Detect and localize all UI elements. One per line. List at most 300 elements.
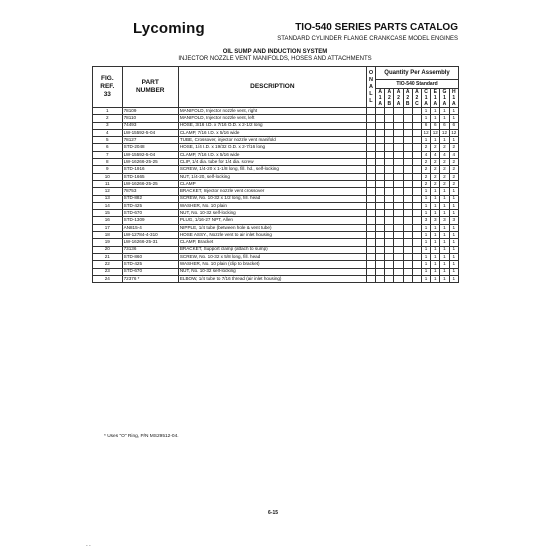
- quantity-cell: [403, 166, 412, 173]
- quantity-cell: 1: [440, 232, 449, 239]
- quantity-per-assembly-header: Quantity Per Assembly: [376, 67, 459, 80]
- quantity-cell: 6: [449, 122, 458, 129]
- quantity-cell: [394, 159, 403, 166]
- quantity-cell: [385, 188, 394, 195]
- catalog-subtitle: STANDARD CYLINDER FLANGE CRANKCASE MODEL ENGINES: [277, 36, 458, 42]
- quantity-cell: [412, 261, 421, 268]
- quantity-cell: 2: [449, 166, 458, 173]
- quantity-cell: 12: [440, 129, 449, 136]
- quantity-cell: [376, 224, 385, 231]
- optional-cell: [366, 115, 375, 122]
- model-column-header: [421, 89, 430, 108]
- optional-cell: [366, 195, 375, 202]
- part-number-cell: STD-425: [122, 261, 178, 268]
- quantity-cell: 2: [440, 144, 449, 151]
- quantity-cell: 2: [449, 159, 458, 166]
- quantity-cell: 1: [421, 137, 430, 144]
- optional-cell: [366, 188, 375, 195]
- part-number-cell: 74493: [122, 122, 178, 129]
- quantity-cell: 1: [449, 188, 458, 195]
- quantity-cell: [394, 151, 403, 158]
- quantity-cell: [412, 151, 421, 158]
- quantity-cell: 2: [431, 173, 440, 180]
- quantity-cell: [376, 173, 385, 180]
- quantity-cell: 1: [440, 115, 449, 122]
- model-column-letter: B: [387, 101, 392, 107]
- description-cell: NUT, 1/4-20, self-locking: [178, 173, 366, 180]
- quantity-cell: [412, 210, 421, 217]
- quantity-cell: 1: [449, 232, 458, 239]
- quantity-cell: 1: [421, 195, 430, 202]
- quantity-cell: [385, 166, 394, 173]
- description-cell: SCREW, No. 10-32 x 5/8 long, fill. head: [178, 253, 366, 260]
- description-cell: BRACKET, Injector nozzle vent crossover: [178, 188, 366, 195]
- part-number-cell: LW-15592-5-04: [122, 129, 178, 136]
- quantity-cell: 2: [431, 159, 440, 166]
- quantity-cell: [376, 122, 385, 129]
- quantity-cell: [412, 268, 421, 275]
- quantity-cell: 1: [421, 188, 430, 195]
- page-number: 6-15: [268, 510, 279, 516]
- optional-cell: [366, 275, 375, 282]
- fig-ref-cell: 11: [93, 180, 123, 187]
- quantity-cell: [385, 122, 394, 129]
- quantity-cell: [385, 129, 394, 136]
- table-row: [93, 137, 459, 144]
- quantity-cell: [376, 137, 385, 144]
- optional-cell: [366, 137, 375, 144]
- table-row: [93, 108, 459, 115]
- model-column-header: [403, 89, 412, 108]
- optional-letter: L: [369, 97, 373, 104]
- catalog-title: TIO-540 SERIES PARTS CATALOG: [295, 22, 458, 33]
- model-column-letter: G: [442, 89, 447, 95]
- model-column-letter: A: [424, 101, 428, 107]
- quantity-cell: 1: [440, 202, 449, 209]
- table-row: [93, 232, 459, 239]
- quantity-cell: [385, 210, 394, 217]
- parts-table-body: [93, 108, 459, 283]
- model-column-header: [440, 89, 449, 108]
- quantity-cell: 1: [440, 253, 449, 260]
- quantity-cell: [376, 253, 385, 260]
- part-number-cell: STD-670: [122, 210, 178, 217]
- quantity-cell: [412, 246, 421, 253]
- optional-cell: [366, 246, 375, 253]
- quantity-cell: 4: [431, 151, 440, 158]
- part-number-cell: LW-15592-5-04: [122, 151, 178, 158]
- number-label: NUMBER: [135, 87, 165, 94]
- quantity-cell: 4: [449, 151, 458, 158]
- quantity-cell: [376, 246, 385, 253]
- model-column-letter: C: [424, 89, 428, 95]
- quantity-cell: [385, 261, 394, 268]
- description-cell: SCREW, No. 10-32 x 1/2 long, fill. head: [178, 195, 366, 202]
- quantity-cell: 1: [449, 275, 458, 282]
- quantity-cell: [412, 180, 421, 187]
- quantity-cell: [376, 129, 385, 136]
- quantity-cell: [376, 202, 385, 209]
- quantity-cell: 1: [449, 246, 458, 253]
- quantity-cell: 1: [440, 210, 449, 217]
- model-column-letter: A: [378, 101, 382, 107]
- part-number-cell: 78127: [122, 137, 178, 144]
- optional-cell: [366, 210, 375, 217]
- fig-ref-header: [93, 67, 123, 108]
- model-column-letter: 2: [397, 95, 400, 101]
- quantity-cell: 4: [440, 151, 449, 158]
- table-row: [93, 253, 459, 260]
- quantity-cell: 1: [421, 115, 430, 122]
- quantity-cell: 1: [431, 261, 440, 268]
- description-cell: CLAMP, 7/16 I.D. x 5/16 wide: [178, 129, 366, 136]
- optional-cell: [366, 202, 375, 209]
- quantity-cell: 1: [440, 224, 449, 231]
- fig-ref-cell: 22: [93, 261, 123, 268]
- quantity-cell: 1: [431, 232, 440, 239]
- optional-cell: [366, 232, 375, 239]
- quantity-cell: 2: [440, 180, 449, 187]
- part-number-cell: 78109: [122, 108, 178, 115]
- quantity-cell: [403, 122, 412, 129]
- model-column-header: [431, 89, 440, 108]
- quantity-cell: 3: [431, 217, 440, 224]
- part-number-cell: LW-16266-25-25: [122, 159, 178, 166]
- quantity-cell: 1: [421, 239, 430, 246]
- part-number-cell: LW-12784-4-310: [122, 232, 178, 239]
- quantity-cell: [412, 239, 421, 246]
- quantity-cell: [412, 253, 421, 260]
- quantity-cell: 1: [440, 239, 449, 246]
- quantity-cell: [385, 195, 394, 202]
- section-title: OIL SUMP AND INDUCTION SYSTEM: [222, 49, 328, 55]
- model-column-header: [449, 89, 458, 108]
- quantity-cell: 1: [431, 239, 440, 246]
- fig-ref-cell: 5: [93, 137, 123, 144]
- table-row: [93, 210, 459, 217]
- quantity-cell: 1: [449, 210, 458, 217]
- quantity-cell: [403, 144, 412, 151]
- fig-ref-cell: 3: [93, 122, 123, 129]
- quantity-cell: [394, 144, 403, 151]
- part-number-header: [122, 67, 178, 108]
- description-cell: BRACKET, Support clamp (attach to sump): [178, 246, 366, 253]
- description-cell: MANIFOLD, Injector nozzle vent, right: [178, 108, 366, 115]
- quantity-cell: 1: [431, 188, 440, 195]
- quantity-cell: 1: [440, 108, 449, 115]
- quantity-cell: 1: [440, 246, 449, 253]
- fig-ref-cell: 23: [93, 268, 123, 275]
- model-column-header: [394, 89, 403, 108]
- quantity-cell: [376, 151, 385, 158]
- quantity-cell: [403, 159, 412, 166]
- quantity-cell: [385, 202, 394, 209]
- quantity-cell: [412, 122, 421, 129]
- quantity-cell: 6: [431, 122, 440, 129]
- quantity-cell: 2: [421, 144, 430, 151]
- model-group-header: TIO-540 Standard: [376, 80, 459, 89]
- model-column-letter: A: [387, 89, 392, 95]
- quantity-cell: [394, 268, 403, 275]
- part-number-cell: STD-1665: [122, 173, 178, 180]
- fig-ref-cell: 24: [93, 275, 123, 282]
- quantity-cell: [385, 232, 394, 239]
- quantity-cell: [394, 217, 403, 224]
- quantity-cell: 2: [431, 180, 440, 187]
- quantity-cell: [385, 224, 394, 231]
- optional-cell: [366, 122, 375, 129]
- quantity-cell: [412, 166, 421, 173]
- quantity-cell: 1: [449, 137, 458, 144]
- quantity-cell: [403, 180, 412, 187]
- quantity-cell: 1: [431, 108, 440, 115]
- quantity-cell: [412, 224, 421, 231]
- quantity-cell: [385, 173, 394, 180]
- optional-cell: [366, 180, 375, 187]
- quantity-cell: [394, 137, 403, 144]
- fig-ref-cell: 13: [93, 195, 123, 202]
- quantity-cell: 1: [449, 108, 458, 115]
- quantity-cell: [376, 232, 385, 239]
- model-column-header: [412, 89, 421, 108]
- quantity-cell: [376, 217, 385, 224]
- model-column-letter: A: [451, 101, 456, 107]
- quantity-cell: [394, 173, 403, 180]
- fig-ref-cell: 10: [93, 173, 123, 180]
- quantity-cell: [376, 115, 385, 122]
- optional-letter: A: [368, 83, 373, 90]
- model-column-letter: 1: [433, 95, 437, 101]
- quantity-cell: [403, 275, 412, 282]
- description-cell: CLAMP: [178, 180, 366, 187]
- part-number-cell: 72376 *: [122, 275, 178, 282]
- quantity-cell: [394, 239, 403, 246]
- quantity-cell: [376, 180, 385, 187]
- quantity-cell: 2: [421, 180, 430, 187]
- quantity-cell: [403, 108, 412, 115]
- description-cell: HOSE, 3/16 I.D. x 7/16 O.D. x 2-1/2 long: [178, 122, 366, 129]
- quantity-cell: [412, 115, 421, 122]
- part-label: PART: [141, 79, 159, 86]
- quantity-cell: 4: [421, 151, 430, 158]
- quantity-cell: 1: [440, 268, 449, 275]
- ref-label: REF.: [100, 83, 115, 90]
- quantity-cell: [385, 239, 394, 246]
- optional-letter: N: [368, 76, 373, 83]
- quantity-cell: 3: [440, 217, 449, 224]
- table-row: [93, 239, 459, 246]
- quantity-cell: 1: [431, 253, 440, 260]
- quantity-cell: 2: [449, 173, 458, 180]
- quantity-cell: [412, 275, 421, 282]
- table-row: [93, 180, 459, 187]
- model-column-letter: A: [433, 101, 438, 107]
- corner-mark: - -: [86, 543, 91, 549]
- model-column-letter: A: [378, 89, 382, 95]
- quantity-cell: [394, 108, 403, 115]
- quantity-cell: [403, 188, 412, 195]
- quantity-cell: [394, 261, 403, 268]
- fig-ref-cell: 6: [93, 144, 123, 151]
- quantity-cell: 2: [421, 173, 430, 180]
- model-column-letter: B: [405, 101, 410, 107]
- table-row: [93, 159, 459, 166]
- quantity-cell: [412, 108, 421, 115]
- description-cell: SCREW, 1/4-20 x 1-1/8 long, fill. hd., self-locking: [178, 166, 366, 173]
- quantity-cell: 1: [431, 275, 440, 282]
- quantity-cell: [403, 268, 412, 275]
- optional-letter: O: [368, 69, 374, 76]
- quantity-cell: [385, 253, 394, 260]
- quantity-cell: [403, 129, 412, 136]
- fig-ref-cell: 15: [93, 210, 123, 217]
- quantity-cell: [394, 188, 403, 195]
- section-subtitle: INJECTOR NOZZLE VENT MANIFOLDS, HOSES AND ATTACHMENTS: [178, 56, 372, 62]
- model-column-letter: A: [415, 89, 419, 95]
- table-row: [93, 268, 459, 275]
- quantity-cell: 1: [421, 202, 430, 209]
- optional-cell: [366, 151, 375, 158]
- quantity-cell: 1: [431, 115, 440, 122]
- quantity-cell: [412, 137, 421, 144]
- model-column-letter: 1: [378, 95, 382, 101]
- quantity-cell: [394, 202, 403, 209]
- quantity-cell: [385, 137, 394, 144]
- quantity-cell: 2: [431, 166, 440, 173]
- quantity-cell: 2: [449, 180, 458, 187]
- fig-ref-cell: 19: [93, 239, 123, 246]
- quantity-cell: [394, 246, 403, 253]
- fig-ref-cell: 9: [93, 166, 123, 173]
- part-number-cell: STD-1309: [122, 217, 178, 224]
- quantity-cell: 1: [431, 268, 440, 275]
- optional-cell: [366, 268, 375, 275]
- description-cell: NUT, No. 10-32 self-locking: [178, 268, 366, 275]
- quantity-cell: 1: [431, 224, 440, 231]
- model-column-letter: 1: [443, 95, 446, 101]
- parts-table: [92, 66, 459, 283]
- model-column-letter: C: [415, 101, 419, 107]
- table-row: [93, 202, 459, 209]
- description-cell: WASHER, No. 10 plain: [178, 202, 366, 209]
- quantity-cell: [394, 195, 403, 202]
- fig-ref-cell: 20: [93, 246, 123, 253]
- quantity-cell: [403, 202, 412, 209]
- quantity-cell: [403, 173, 412, 180]
- model-column-header: [376, 89, 385, 108]
- quantity-cell: 1: [440, 275, 449, 282]
- quantity-cell: 1: [449, 224, 458, 231]
- quantity-cell: [394, 115, 403, 122]
- quantity-cell: 1: [431, 137, 440, 144]
- description-cell: HOSE ASSY., Nozzle vent to air inlet housing: [178, 232, 366, 239]
- quantity-cell: [385, 246, 394, 253]
- quantity-cell: 1: [431, 195, 440, 202]
- quantity-cell: [412, 217, 421, 224]
- description-cell: HOSE, 1/4 I.D. x 19/32 O.D. x 2-7/16 long: [178, 144, 366, 151]
- quantity-cell: 1: [440, 137, 449, 144]
- quantity-cell: 2: [421, 159, 430, 166]
- quantity-cell: [412, 173, 421, 180]
- fig-ref-cell: 4: [93, 129, 123, 136]
- table-row: [93, 188, 459, 195]
- quantity-cell: 12: [421, 129, 430, 136]
- quantity-cell: 1: [421, 268, 430, 275]
- part-number-cell: STD-425: [122, 202, 178, 209]
- description-cell: ELBOW, 1/4 tube to 7/16 thread (air inlet housing): [178, 275, 366, 282]
- quantity-cell: [403, 224, 412, 231]
- optional-letter: L: [369, 90, 373, 97]
- quantity-cell: 1: [449, 268, 458, 275]
- quantity-cell: [376, 144, 385, 151]
- quantity-cell: [376, 166, 385, 173]
- quantity-cell: 2: [421, 166, 430, 173]
- quantity-cell: 12: [449, 129, 458, 136]
- quantity-cell: [412, 129, 421, 136]
- model-column-letter: A: [396, 89, 401, 95]
- quantity-cell: [385, 144, 394, 151]
- fig-ref-cell: 18: [93, 232, 123, 239]
- quantity-cell: 1: [449, 261, 458, 268]
- quantity-cell: [376, 188, 385, 195]
- quantity-cell: 3: [421, 217, 430, 224]
- quantity-cell: 1: [449, 253, 458, 260]
- quantity-cell: [394, 210, 403, 217]
- quantity-cell: [403, 239, 412, 246]
- quantity-cell: [385, 180, 394, 187]
- quantity-cell: [412, 144, 421, 151]
- part-number-cell: AN815-4: [122, 224, 178, 231]
- quantity-cell: [376, 268, 385, 275]
- fig-ref-cell: 1: [93, 108, 123, 115]
- quantity-cell: 12: [431, 129, 440, 136]
- quantity-cell: [385, 115, 394, 122]
- quantity-cell: [394, 180, 403, 187]
- fig-ref-cell: 7: [93, 151, 123, 158]
- optional-cell: [366, 108, 375, 115]
- optional-cell: [366, 173, 375, 180]
- table-row: [93, 195, 459, 202]
- model-column-letter: 2: [406, 95, 410, 101]
- quantity-cell: [412, 202, 421, 209]
- quantity-cell: 1: [421, 253, 430, 260]
- description-cell: CLAMP, 7/16 I.D. x 5/16 wide: [178, 151, 366, 158]
- quantity-cell: [394, 122, 403, 129]
- fig-label: FIG.: [100, 75, 114, 82]
- model-column-letter: A: [396, 101, 401, 107]
- fig-ref-cell: 14: [93, 202, 123, 209]
- table-row: [93, 173, 459, 180]
- quantity-cell: 1: [421, 275, 430, 282]
- quantity-cell: 1: [440, 261, 449, 268]
- description-cell: WASHER, No. 10 plain (clip to bracket): [178, 261, 366, 268]
- part-number-cell: STD-860: [122, 253, 178, 260]
- model-column-letter: A: [405, 89, 410, 95]
- model-column-letter: 2: [387, 95, 391, 101]
- quantity-cell: [376, 195, 385, 202]
- quantity-cell: [394, 253, 403, 260]
- description-cell: TUBE, Crossover, injector nozzle vent manifold: [178, 137, 366, 144]
- model-column-letter: 1: [424, 95, 428, 101]
- quantity-cell: 1: [449, 239, 458, 246]
- quantity-cell: 1: [431, 202, 440, 209]
- quantity-cell: 1: [421, 246, 430, 253]
- optional-cell: [366, 253, 375, 260]
- quantity-cell: [403, 246, 412, 253]
- quantity-cell: 6: [440, 122, 449, 129]
- quantity-cell: 1: [431, 210, 440, 217]
- quantity-cell: 1: [421, 261, 430, 268]
